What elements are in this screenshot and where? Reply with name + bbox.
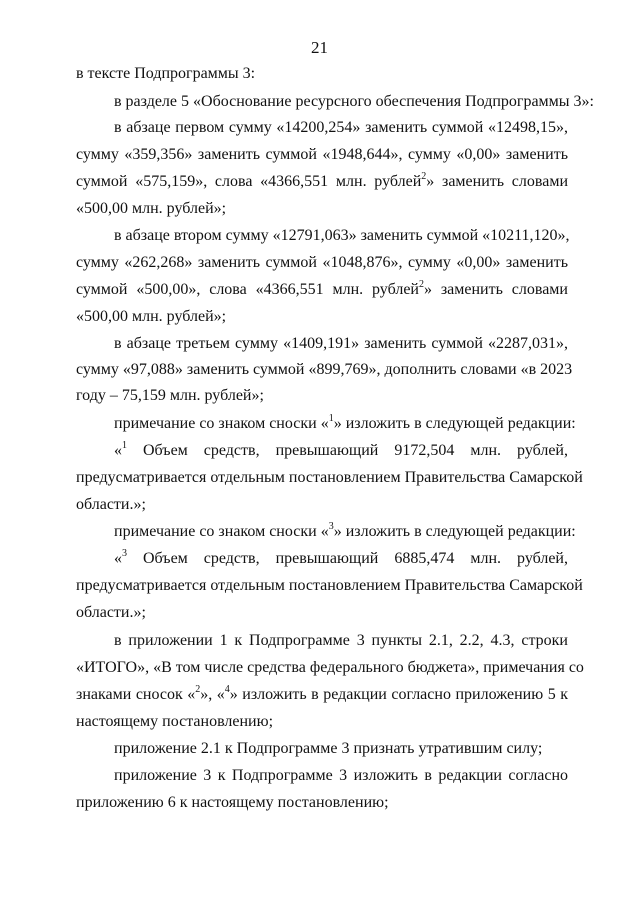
text-line: «$^1$ Объем средств, превышающий 9172,504 млн. рублей,	[114, 440, 568, 459]
text-line: суммой «500,00», слова «4366,551 млн. рублей$^2$» заменить словами	[76, 279, 568, 298]
text-line: «ИТОГО», «В том числе средства федерального бюджета», примечания со	[76, 659, 584, 676]
text-line: настоящему постановлению;	[76, 713, 274, 730]
text-line: примечание со знаком сноски «$^1$» изложить в следующей редакции:	[114, 413, 576, 432]
text-line: в разделе 5 «Обоснование ресурсного обеспечения Подпрограммы 3»:	[114, 93, 594, 110]
text-line: приложению 6 к настоящему постановлению;	[76, 794, 389, 811]
text-line: предусматривается отдельным постановлением Правительства Самарской	[76, 577, 583, 594]
text-line: «500,00 млн. рублей»;	[76, 308, 227, 325]
text-line: приложение 2.1 к Подпрограмме 3 признать утратившим силу;	[114, 740, 543, 757]
text-line: сумму «359,356» заменить суммой «1948,644», сумму «0,00» заменить	[76, 146, 568, 163]
text-line: в приложении 1 к Подпрограмме 3 пункты 2.1, 2.2, 4.3, строки	[114, 632, 568, 649]
text-line: в абзаце третьем сумму «1409,191» заменить суммой «2287,031»,	[114, 335, 568, 352]
text-line: суммой «575,159», слова «4366,551 млн. рублей$^2$» заменить словами	[76, 171, 569, 190]
text-line: в абзаце втором сумму «12791,063» заменить суммой «10211,120»,	[114, 227, 570, 244]
page-number: 21	[311, 38, 328, 57]
text-line: «500,00 млн. рублей»;	[76, 200, 227, 217]
text-line: сумму «97,088» заменить суммой «899,769», дополнить словами «в 2023	[76, 361, 573, 378]
text-line: предусматривается отдельным постановлением Правительства Самарской	[76, 469, 583, 486]
text-line: приложение 3 к Подпрограмме 3 изложить в редакции согласно	[114, 767, 568, 784]
text-line: знаками сносок «$^2$», «$^4$» изложить в редакции согласно приложению 5 к	[76, 684, 568, 703]
text-line: сумму «262,268» заменить суммой «1048,876», сумму «0,00» заменить	[76, 254, 568, 271]
text-line: году – 75,159 млн. рублей»;	[76, 387, 264, 404]
text-line: области.»;	[76, 496, 146, 513]
text-line: в абзаце первом сумму «14200,254» заменить суммой «12498,15»,	[114, 119, 568, 136]
text-line: области.»;	[76, 604, 146, 621]
text-line: примечание со знаком сноски «$^3$» изложить в следующей редакции:	[114, 521, 576, 540]
text-line: в тексте Подпрограммы 3:	[76, 65, 256, 82]
text-line: «$^3$ Объем средств, превышающий 6885,474 млн. рублей,	[114, 548, 568, 567]
